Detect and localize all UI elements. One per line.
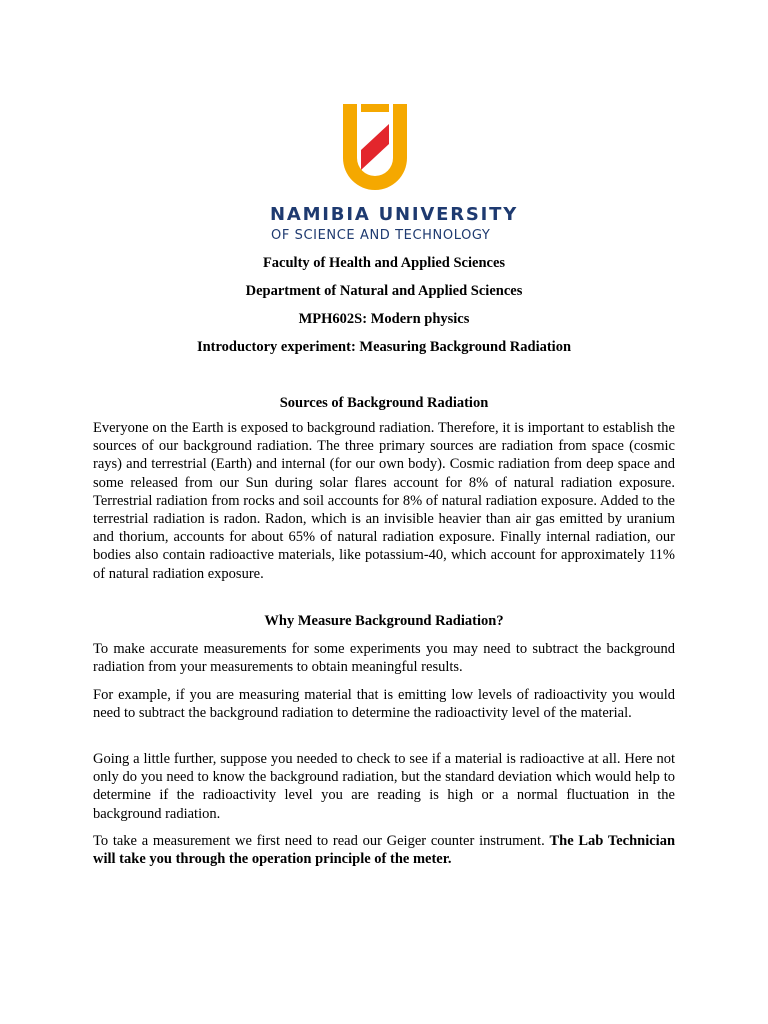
sources-paragraph: Everyone on the Earth is exposed to background radiation. Therefore, it is important to establish the sources of our background radiation. The three primary sources are radiation from space (cosmic rays) and terrestrial (Earth) and internal (for our own body). Cosmic radiation from deep space and some released from our Sun during solar flares account for 8% of natural radiation exposure. Terrestrial radiation from rocks and soil accounts for 8% of natural radiation exposure. Added to the terrestrial radiation is radon. Radon, which is an invisible heavier than air gas emitted by uranium and thorium, accounts for about 65% of natural radiation exposure. Finally internal radiation, our bodies also contain radioactive materials, like potassium-40, which account for approximately 11% of natural radiation exposure. bbox=[93, 420, 675, 582]
university-logo bbox=[250, 92, 518, 252]
university-name-line2: OF SCIENCE AND TECHNOLOGY bbox=[271, 228, 491, 243]
university-shield-icon bbox=[339, 100, 411, 190]
why-paragraph-4-bold: The Lab Technician will take you through the operation principle of the meter. bbox=[93, 833, 676, 868]
why-paragraph-2: For example, if you are measuring material that is emitting low levels of radioactivity you would need to subtract the background radiation to determine the radioactivity level of the material. bbox=[93, 687, 675, 722]
why-paragraph-1: To make accurate measurements for some experiments you may need to subtract the background radiation from your measurements to obtain meaningful results. bbox=[93, 641, 675, 676]
section-heading-sources: Sources of Background Radiation bbox=[279, 395, 489, 411]
department-title: Department of Natural and Applied Sciences bbox=[245, 283, 523, 299]
course-title: MPH602S: Modern physics bbox=[298, 311, 470, 327]
why-paragraph-4-text: To take a measurement we first need to read our Geiger counter instrument. bbox=[93, 833, 550, 849]
why-paragraph-3: Going a little further, suppose you needed to check to see if a material is radioactive at all. Here not only do you need to know the background radiation, but the standard deviation which would help to determine if the radioactivity level you are reading is high or a normal fluctuation in the background radiation. bbox=[93, 751, 675, 822]
section-heading-why-measure: Why Measure Background Radiation? bbox=[264, 613, 504, 629]
faculty-title: Faculty of Health and Applied Sciences bbox=[262, 255, 506, 271]
experiment-title: Introductory experiment: Measuring Background Radiation bbox=[196, 339, 572, 355]
university-name-line1: NAMIBIA UNIVERSITY bbox=[270, 204, 519, 225]
why-paragraph-4 bbox=[93, 832, 675, 868]
